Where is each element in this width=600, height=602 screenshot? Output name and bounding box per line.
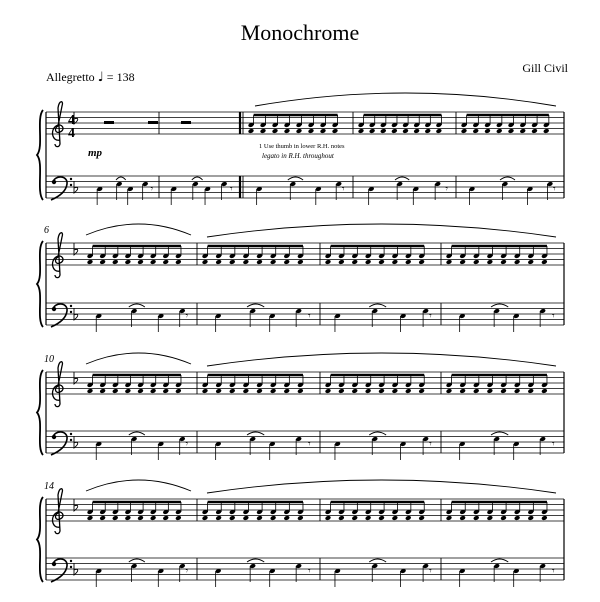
- notehead: [473, 515, 480, 521]
- notehead: [162, 388, 169, 394]
- slur: [86, 224, 191, 235]
- notehead: [405, 259, 412, 265]
- slur: [129, 559, 145, 562]
- page-title: Monochrome: [240, 20, 360, 45]
- notehead: [256, 259, 263, 265]
- notehead: [514, 259, 521, 265]
- notehead: [325, 259, 332, 265]
- bass-clef-dot: [70, 560, 72, 562]
- notehead: [500, 259, 507, 265]
- slur: [395, 177, 409, 180]
- notehead: [496, 128, 503, 134]
- rest-icon: 𝄾: [307, 566, 311, 577]
- slur: [500, 177, 515, 180]
- notehead: [378, 388, 385, 394]
- slur: [116, 177, 126, 180]
- measure-number: 14: [44, 481, 54, 492]
- notehead: [531, 128, 538, 134]
- slur: [491, 432, 508, 435]
- bass-clef-dot: [52, 180, 56, 184]
- notehead: [365, 388, 372, 394]
- notehead: [112, 259, 119, 265]
- notehead: [365, 259, 372, 265]
- notehead: [351, 515, 358, 521]
- bass-clef-dot: [52, 307, 56, 311]
- rest-icon: 𝄾: [551, 311, 555, 322]
- time-signature-bottom: 4: [68, 126, 75, 141]
- notehead: [338, 515, 345, 521]
- score-notation: [37, 93, 564, 587]
- slur: [491, 559, 508, 562]
- notehead: [248, 128, 255, 134]
- bass-clef-dot: [70, 566, 72, 568]
- slur: [86, 480, 191, 491]
- notehead: [215, 515, 222, 521]
- notehead: [283, 515, 290, 521]
- rest-icon: 𝄾: [429, 439, 432, 450]
- notehead: [87, 388, 94, 394]
- dynamic-marking: mp: [88, 147, 103, 159]
- bass-clef-dot: [52, 562, 56, 566]
- notehead: [283, 259, 290, 265]
- notehead: [256, 515, 263, 521]
- rest-icon: 𝄾: [341, 184, 345, 195]
- time-signature-top: 4: [68, 113, 75, 128]
- notehead: [112, 515, 119, 521]
- notehead: [459, 388, 466, 394]
- notehead: [272, 128, 279, 134]
- notehead: [296, 128, 303, 134]
- rest-icon: 𝄾: [553, 184, 556, 195]
- slur: [207, 224, 556, 237]
- notehead: [541, 515, 548, 521]
- rest-icon: 𝄾: [445, 184, 449, 195]
- notehead: [378, 515, 385, 521]
- treble-clef-icon: [53, 489, 63, 534]
- notehead: [202, 388, 209, 394]
- notehead: [125, 388, 132, 394]
- rest-icon: 𝄾: [185, 311, 189, 322]
- notehead: [418, 259, 425, 265]
- notehead: [446, 515, 453, 521]
- notehead: [392, 388, 399, 394]
- rest-icon: 𝄾: [150, 184, 154, 195]
- notehead: [325, 515, 332, 521]
- fingering-note: 1 Use thumb in lower R.H. notes: [259, 143, 345, 150]
- quarter-note-icon: ♩: [97, 70, 104, 85]
- rest-icon: 𝄾: [551, 439, 555, 450]
- notehead: [175, 515, 182, 521]
- notehead: [405, 515, 412, 521]
- slur: [247, 559, 264, 562]
- notehead: [112, 388, 119, 394]
- slur: [207, 480, 556, 493]
- brace-icon: [37, 241, 43, 327]
- notehead: [150, 515, 157, 521]
- treble-clef-icon: [53, 233, 63, 278]
- notehead: [99, 515, 106, 521]
- notehead: [405, 388, 412, 394]
- rest-icon: 𝄾: [551, 566, 555, 577]
- flat-icon: [74, 499, 78, 511]
- bass-clef-dot: [70, 439, 72, 441]
- notehead: [487, 259, 494, 265]
- slur: [86, 353, 191, 364]
- rest-icon: 𝄾: [229, 184, 233, 195]
- notehead: [413, 128, 420, 134]
- bass-clef-dot: [70, 184, 72, 186]
- notehead: [461, 128, 468, 134]
- notehead: [137, 259, 144, 265]
- notehead: [297, 259, 304, 265]
- notehead: [150, 259, 157, 265]
- notehead: [424, 128, 431, 134]
- notehead: [391, 128, 398, 134]
- notehead: [162, 515, 169, 521]
- notehead: [519, 128, 526, 134]
- bass-clef-dot: [70, 311, 72, 313]
- slur: [369, 304, 386, 307]
- notehead: [365, 515, 372, 521]
- notehead: [243, 515, 250, 521]
- rest-icon: 𝄾: [429, 311, 432, 322]
- whole-rest-icon: [148, 121, 158, 124]
- notehead: [369, 128, 376, 134]
- notehead: [229, 515, 236, 521]
- notehead: [527, 515, 534, 521]
- notehead: [215, 388, 222, 394]
- bass-clef-dot: [52, 435, 56, 439]
- notehead: [487, 515, 494, 521]
- slur: [255, 93, 556, 106]
- notehead: [332, 128, 339, 134]
- notehead: [297, 515, 304, 521]
- bass-clef-dot: [70, 305, 72, 307]
- notehead: [87, 259, 94, 265]
- measure-number: 10: [44, 354, 54, 365]
- bass-clef-dot: [70, 433, 72, 435]
- notehead: [99, 388, 106, 394]
- notehead: [99, 259, 106, 265]
- notehead: [87, 515, 94, 521]
- rest-icon: 𝄾: [185, 566, 189, 577]
- notehead: [351, 388, 358, 394]
- notehead: [459, 259, 466, 265]
- notehead: [137, 388, 144, 394]
- notehead: [150, 388, 157, 394]
- notehead: [484, 128, 491, 134]
- notehead: [202, 259, 209, 265]
- treble-clef-icon: [53, 102, 63, 147]
- slur: [129, 432, 145, 435]
- notehead: [256, 388, 263, 394]
- slur: [369, 432, 386, 435]
- slur: [247, 432, 264, 435]
- notehead: [284, 128, 291, 134]
- notehead: [380, 128, 387, 134]
- whole-rest-icon: [104, 121, 114, 124]
- notehead: [162, 259, 169, 265]
- notehead: [137, 515, 144, 521]
- notehead: [459, 515, 466, 521]
- composer-name: Gill Civil: [522, 61, 568, 75]
- notehead: [358, 128, 365, 134]
- notehead: [243, 259, 250, 265]
- performance-note: legato in R.H. throughout: [262, 152, 334, 160]
- notehead: [175, 259, 182, 265]
- notehead: [270, 515, 277, 521]
- notehead: [487, 388, 494, 394]
- tempo-value: = 138: [106, 70, 135, 84]
- notehead: [446, 259, 453, 265]
- slur: [369, 559, 386, 562]
- slur: [192, 177, 203, 180]
- slur: [207, 353, 556, 366]
- notehead: [514, 388, 521, 394]
- brace-icon: [37, 497, 43, 582]
- notehead: [500, 388, 507, 394]
- notehead: [446, 388, 453, 394]
- notehead: [527, 259, 534, 265]
- notehead: [215, 259, 222, 265]
- notehead: [418, 388, 425, 394]
- notehead: [308, 128, 315, 134]
- measure-number: 6: [44, 225, 49, 236]
- notehead: [527, 388, 534, 394]
- notehead: [392, 515, 399, 521]
- notehead: [473, 259, 480, 265]
- treble-clef-icon: [53, 362, 63, 407]
- notehead: [418, 515, 425, 521]
- notehead: [378, 259, 385, 265]
- tempo-text: Allegretto: [46, 70, 95, 84]
- rest-icon: 𝄾: [307, 311, 311, 322]
- notehead: [297, 388, 304, 394]
- rest-icon: 𝄾: [185, 439, 189, 450]
- notehead: [202, 515, 209, 521]
- slur: [129, 304, 145, 307]
- notehead: [500, 515, 507, 521]
- notehead: [436, 128, 443, 134]
- notehead: [175, 388, 182, 394]
- notehead: [283, 388, 290, 394]
- notehead: [541, 259, 548, 265]
- slur: [288, 177, 303, 180]
- bass-clef-dot: [70, 178, 72, 180]
- flat-icon: [74, 372, 78, 384]
- notehead: [125, 515, 132, 521]
- notehead: [338, 259, 345, 265]
- notehead: [392, 259, 399, 265]
- notehead: [125, 259, 132, 265]
- flat-icon: [74, 243, 78, 255]
- notehead: [473, 388, 480, 394]
- brace-icon: [37, 370, 43, 455]
- notehead: [514, 515, 521, 521]
- slur: [247, 304, 264, 307]
- notehead: [338, 388, 345, 394]
- notehead: [243, 388, 250, 394]
- notehead: [351, 259, 358, 265]
- notehead: [472, 128, 479, 134]
- notehead: [270, 388, 277, 394]
- notehead: [402, 128, 409, 134]
- notehead: [543, 128, 550, 134]
- rest-icon: 𝄾: [307, 439, 311, 450]
- notehead: [260, 128, 267, 134]
- notehead: [541, 388, 548, 394]
- brace-icon: [37, 110, 43, 200]
- notehead: [320, 128, 327, 134]
- rest-icon: 𝄾: [429, 566, 432, 577]
- slur: [491, 304, 508, 307]
- notehead: [270, 259, 277, 265]
- notehead: [229, 259, 236, 265]
- notehead: [229, 388, 236, 394]
- whole-rest-icon: [181, 121, 191, 124]
- notehead: [325, 388, 332, 394]
- notehead: [508, 128, 515, 134]
